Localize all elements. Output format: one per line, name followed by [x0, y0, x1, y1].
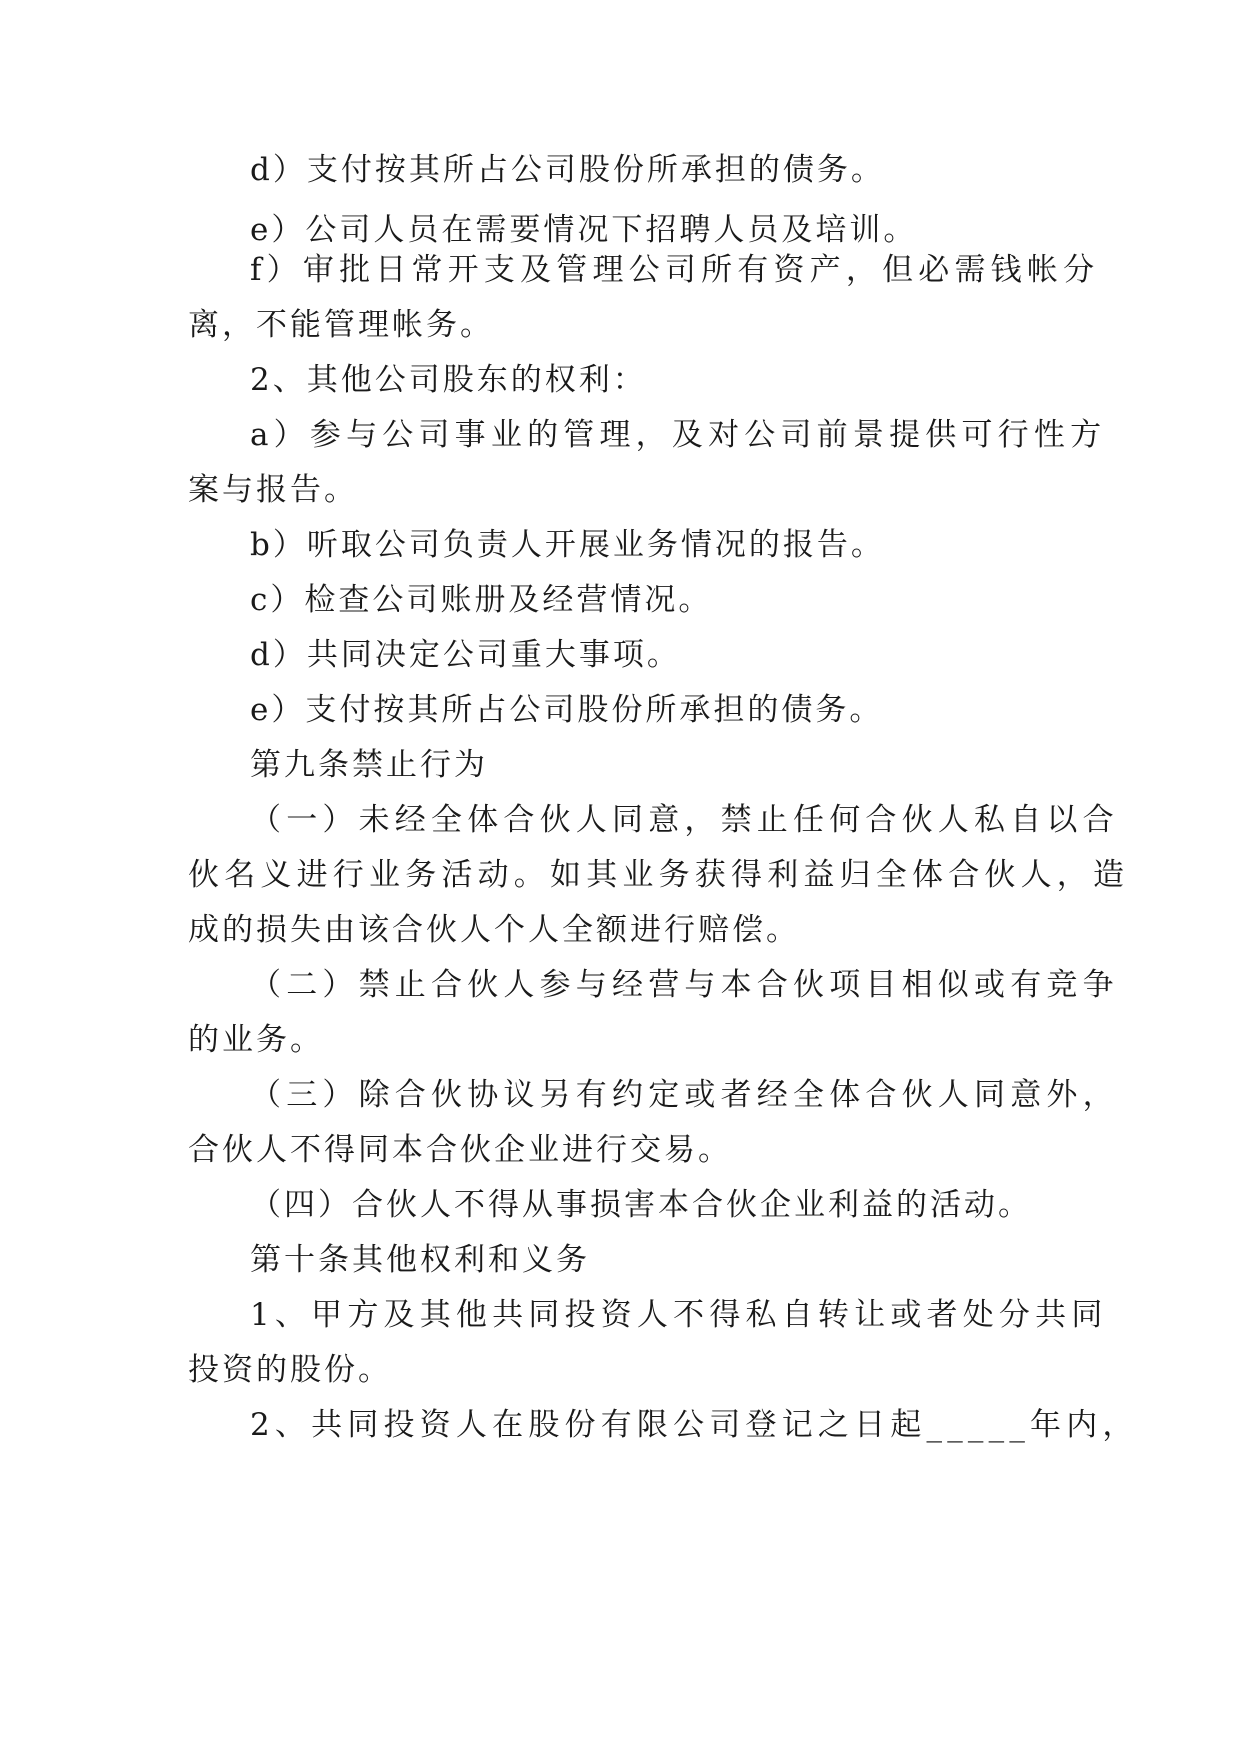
text-line: d）共同决定公司重大事项。: [250, 637, 681, 673]
text-line: 成的损失由该合伙人个人全额进行赔偿。: [188, 912, 800, 948]
section-heading: 2、其他公司股东的权利：: [250, 362, 647, 398]
text-line: 伙名义进行业务活动。如其业务获得利益归全体合伙人，造: [188, 857, 1130, 893]
text-line: e）支付按其所占公司股份所承担的债务。: [250, 692, 884, 728]
text-line: （一）未经全体合伙人同意，禁止任何合伙人私自以合: [250, 802, 1119, 838]
article-heading: 第十条其他权利和义务: [250, 1242, 590, 1278]
text-line: 离，不能管理帐务。: [188, 307, 494, 343]
text-line: e）公司人员在需要情况下招聘人员及培训。: [250, 212, 918, 248]
text-line: 1、甲方及其他共同投资人不得私自转让或者处分共同: [250, 1297, 1108, 1333]
article-heading: 第九条禁止行为: [250, 747, 488, 783]
text-line: （二）禁止合伙人参与经营与本合伙项目相似或有竞争: [250, 967, 1119, 1003]
text-line: 2、共同投资人在股份有限公司登记之日起_____年内，: [250, 1407, 1139, 1443]
text-line: 案与报告。: [188, 472, 358, 508]
text-line: 合伙人不得同本合伙企业进行交易。: [188, 1132, 732, 1168]
text-line: c）检查公司账册及经营情况。: [250, 582, 713, 618]
text-line: 的业务。: [188, 1022, 324, 1058]
text-line: （四）合伙人不得从事损害本合伙企业利益的活动。: [250, 1187, 1032, 1223]
text-line: f）审批日常开支及管理公司所有资产，但必需钱帐分: [250, 252, 1100, 288]
text-line: d）支付按其所占公司股份所承担的债务。: [250, 152, 885, 188]
text-line: b）听取公司负责人开展业务情况的报告。: [250, 527, 885, 563]
text-line: 投资的股份。: [188, 1352, 392, 1388]
text-line: a）参与公司事业的管理，及对公司前景提供可行性方: [250, 417, 1107, 453]
text-line: （三）除合伙协议另有约定或者经全体合伙人同意外，: [250, 1077, 1119, 1113]
